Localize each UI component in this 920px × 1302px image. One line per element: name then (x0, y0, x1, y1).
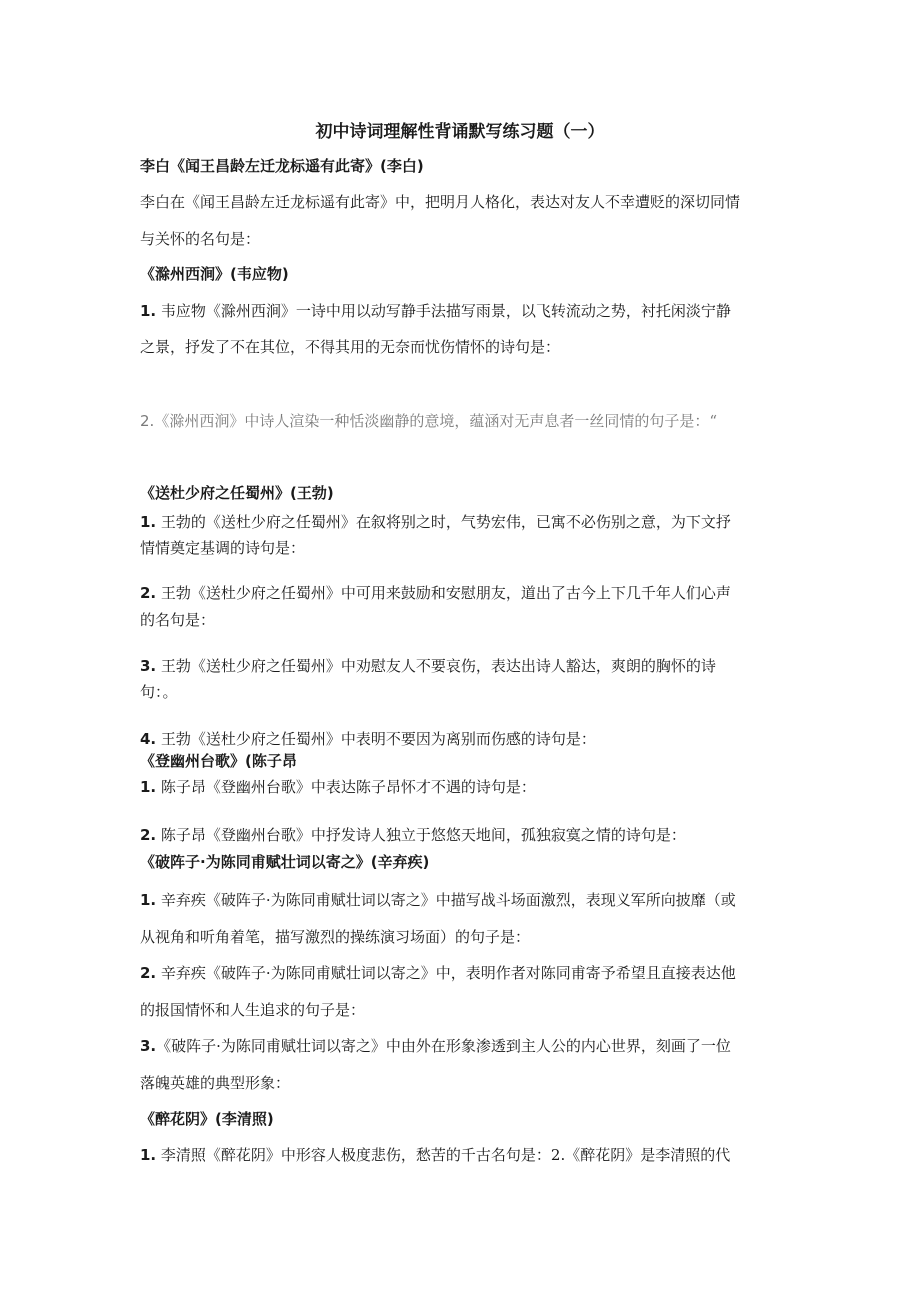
question-line: 与关怀的名句是： (140, 230, 261, 248)
question-text: 《破阵子·为陈同甫赋壮词以寄之》中由外在形象渗透到主人公的内心世界，刻画了一位 (156, 1037, 731, 1055)
question-text: 陈子昂《登幽州台歌》中表达陈子昂怀才不遇的诗句是： (160, 778, 536, 796)
question-number: 1. (140, 891, 157, 909)
question-line (140, 963, 736, 983)
question-number: 2. (140, 826, 157, 844)
question-line: 的报国情怀和人生追求的句子是： (140, 1001, 366, 1019)
question-number: 1. (140, 1146, 157, 1164)
question-text: 辛弃疾《破阵子·为陈同甫赋壮词以寄之》中，表明作者对陈同甫寄予希望且直接表达他 (160, 964, 736, 982)
question-line: 的名句是： (140, 611, 216, 629)
question-text: 《滁州西涧》中诗人渲染一种恬淡幽静的意境，蕴涵对无声息者一丝同情的句子是：“ (154, 412, 717, 430)
question-number: 2. (140, 964, 157, 982)
question-text: 王勃《送杜少府之任蜀州》中可用来鼓励和安慰朋友，道出了古今上下几千年人们心声 (160, 584, 731, 602)
page-title: 初中诗词理解性背诵默写练习题（一） (315, 122, 605, 142)
question-number: 2. (140, 412, 155, 430)
question-text: 王勃的《送杜少府之任蜀州》在叙将别之时，气势宏伟，已寓不必伤别之意，为下文抒 (160, 513, 731, 531)
question-text: 韦应物《滁州西涧》一诗中用以动写静手法描写雨景，以飞转流动之势，衬托闲淡宁静 (160, 302, 731, 320)
question-number: 3. (140, 657, 157, 675)
question-line: 之景，抒发了不在其位，不得其用的无奈而忧伤情怀的诗句是： (140, 338, 561, 356)
section-heading: 《送杜少府之任蜀州》(王勃) (140, 484, 334, 502)
question-line (140, 411, 717, 431)
question-number: 3. (140, 1037, 157, 1055)
question-number: 1. (140, 778, 157, 796)
section-heading: 李白《闻王昌龄左迁龙标遥有此寄》(李白) (140, 157, 424, 175)
question-line (140, 729, 596, 749)
question-line: 李白在《闻王昌龄左迁龙标遥有此寄》中，把明月人格化，表达对友人不幸遭贬的深切同情 (140, 193, 741, 211)
question-line (140, 777, 536, 797)
question-line (140, 825, 686, 845)
question-line: 从视角和听角着笔，描写激烈的操练演习场面）的句子是： (140, 928, 531, 946)
question-line (140, 890, 736, 910)
question-text: 王勃《送杜少府之任蜀州》中表明不要因为离别而伤感的诗句是： (160, 730, 596, 748)
question-text: 陈子昂《登幽州台歌》中抒发诗人独立于悠悠天地间，孤独寂寞之情的诗句是： (160, 826, 686, 844)
section-heading: 《登幽州台歌》(陈子昂 (140, 752, 297, 770)
question-number: 4. (140, 730, 157, 748)
question-number: 1. (140, 513, 157, 531)
question-number: 1. (140, 302, 157, 320)
section-heading: 《破阵子·为陈同甫赋壮词以寄之》(辛弃疾) (140, 853, 430, 871)
question-line (140, 1145, 730, 1165)
question-text: 王勃《送杜少府之任蜀州》中劝慰友人不要哀伤，表达出诗人豁达，爽朗的胸怀的诗 (160, 657, 716, 675)
question-text: 李清照《醉花阴》中形容人极度悲伤，愁苦的千古名句是：2.《醉花阴》是李清照的代 (160, 1146, 731, 1164)
question-line (140, 656, 716, 676)
question-line (140, 1036, 731, 1056)
question-line (140, 301, 731, 321)
question-line (140, 512, 731, 532)
question-line: 句：。 (140, 683, 178, 701)
question-text: 辛弃疾《破阵子·为陈同甫赋壮词以寄之》中描写战斗场面激烈，表现义军所向披靡（或 (160, 891, 736, 909)
question-number: 2. (140, 584, 157, 602)
question-line: 落魄英雄的典型形象： (140, 1074, 291, 1092)
section-heading: 《滁州西涧》(韦应物) (140, 265, 289, 283)
section-heading: 《醉花阴》(李清照) (140, 1110, 274, 1128)
question-line (140, 583, 731, 603)
question-line: 情情奠定基调的诗句是： (140, 539, 306, 557)
